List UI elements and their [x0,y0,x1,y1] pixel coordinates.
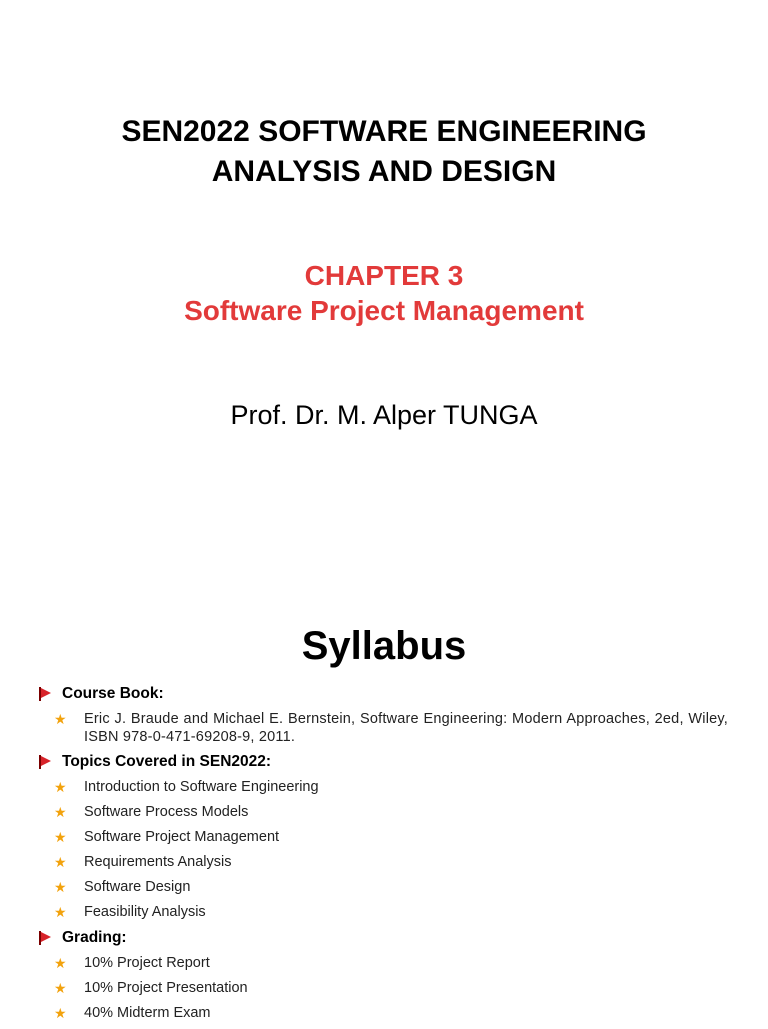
list-item [38,1004,728,1022]
list-item [38,828,728,846]
star-icon: ★ [54,980,67,996]
topic-item: Software Design [84,879,191,895]
star-icon: ★ [54,1005,67,1021]
chapter-heading [0,258,768,328]
star-icon: ★ [54,904,67,920]
red-flag-icon [38,931,52,945]
grading-item: 10% Project Presentation [84,980,248,996]
section-label: Course Book: [62,685,164,702]
red-flag-icon [38,687,52,701]
topic-item: Software Process Models [84,804,249,820]
topic-item: Feasibility Analysis [84,904,206,920]
star-icon: ★ [54,804,67,820]
topic-item: Introduction to Software Engineering [84,779,319,795]
chapter-title: Software Project Management [184,295,584,326]
list-item [38,903,728,921]
author-name: Prof. Dr. M. Alper TUNGA [230,400,538,430]
section-label: Grading: [62,929,127,946]
grading-item: 40% Midterm Exam [84,1005,211,1021]
list-item [38,803,728,821]
grading-item: 10% Project Report [84,955,210,971]
syllabus-content [38,684,728,1029]
star-icon: ★ [54,879,67,895]
course-title-line-1: SEN2022 SOFTWARE ENGINEERING [121,115,647,148]
syllabus-title: Syllabus [301,624,467,668]
topic-item: Requirements Analysis [84,854,232,870]
topic-item: Software Project Management [84,829,280,845]
list-item [38,778,728,796]
list-item [38,878,728,896]
list-item [38,853,728,871]
star-icon: ★ [54,829,67,845]
star-icon: ★ [54,955,67,971]
star-icon: ★ [54,711,67,727]
syllabus-slide [0,580,768,1024]
red-flag-icon [38,755,52,769]
star-icon: ★ [54,854,67,870]
course-title [0,112,768,192]
section-topics [38,752,728,772]
course-title-line-2: ANALYSIS AND DESIGN [211,155,557,188]
section-grading [38,928,728,948]
list-item [38,710,728,746]
chapter-number: CHAPTER 3 [304,260,464,291]
section-label: Topics Covered in SEN2022: [62,753,272,770]
star-icon: ★ [54,779,67,795]
section-course-book [38,684,728,704]
course-book-reference: Eric J. Braude and Michael E. Bernstein, Software Engineering: Modern Approaches, 2ed, Wiley, ISBN 978-0-471-69208-9, 2011. [84,711,728,745]
list-item [38,954,728,972]
list-item [38,979,728,997]
